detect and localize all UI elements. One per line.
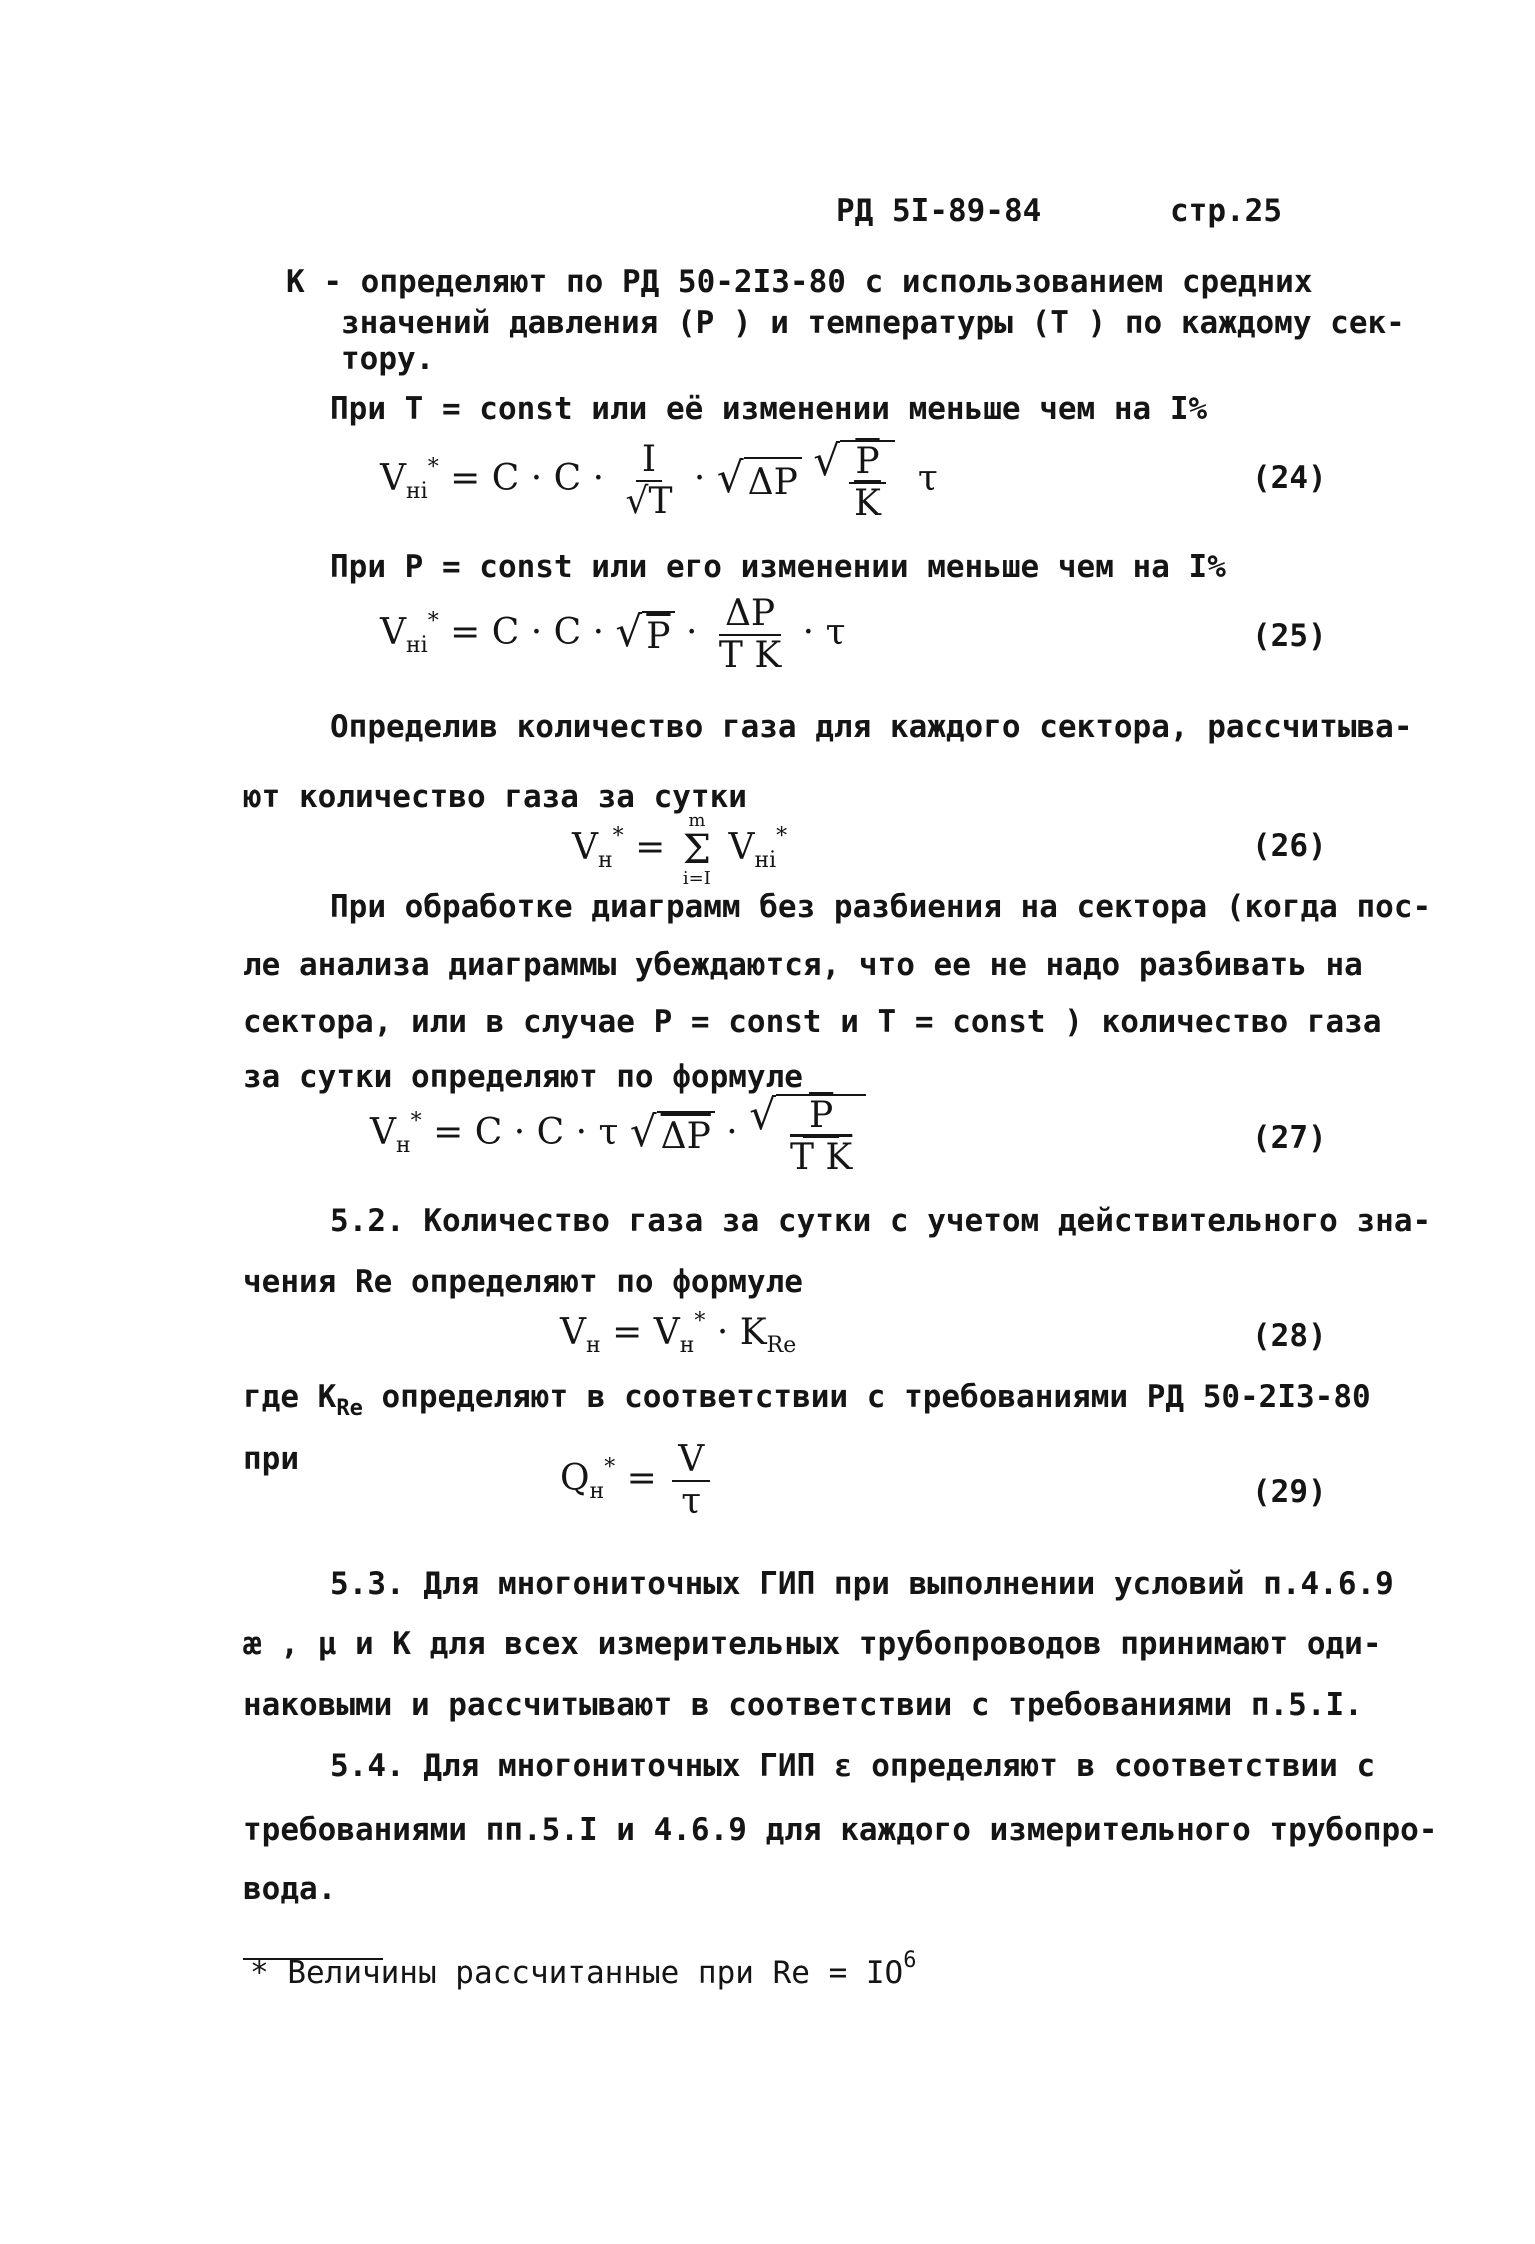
eq28-k-subscript: Re [766,1333,797,1358]
where-kre-rest: определяют в соответствии с требованиями РД 50-2I3-80 [362,1379,1371,1415]
pri-label: при [243,1441,299,1477]
section-5-3-line3: наковыми и рассчитывают в соответствии с требованиями п.5.I. [243,1687,1363,1723]
eq27-numerator: P [803,1098,839,1138]
eq28-rhs: V [653,1312,680,1353]
equation-29: $Q_н^*$ = $\frac{V}{\tau}$ [560,1442,714,1520]
ki-definition-line3: тору. [341,341,435,377]
eq26-sum-term: V [728,827,755,868]
eq25-numerator: ΔP [719,596,781,636]
footnote-exponent: 6 [903,1948,917,1973]
paragraph-diagram-line4: за сутки определяют по формуле [243,1059,803,1095]
paragraph-sector-line2: ют количество газа за сутки [243,779,747,815]
eq28-k: K [739,1312,767,1353]
paragraph-diagram-line3: сектора, или в случае P = const и T = const ) количество газа [243,1004,1382,1040]
eq29-numerator: V [672,1442,710,1482]
paragraph-sector-line1: Определив количество газа для каждого сектора, рассчитыва- [330,709,1413,745]
document-number: РД 5I-89-84 [836,193,1042,229]
eq24-root1: ΔP [744,457,802,505]
equation-27: $V_н^* = C \cdot C \cdot \tau$ √ ΔP · √ $\frac{P}{\text{T K}}$ [370,1094,866,1176]
eq25-lhs: V [380,612,406,653]
where-kre-subscript: Re [336,1396,363,1421]
equation-28: $V_н = V_н^* \cdot K_{Re}$ [560,1309,797,1358]
eq25-tau: τ [825,612,846,653]
page-number: стр.25 [1170,193,1282,229]
equation-25-label: (25) [1252,618,1327,654]
section-5-4-line2: требованиями пп.5.I и 4.6.9 для каждого измерительного трубопро- [243,1812,1438,1848]
eq25-denominator: T K [718,635,782,676]
eq29-denominator: τ [681,1481,702,1522]
eq26-lhs: V [572,827,598,868]
equation-24: $V_{нi}^* = C \cdot C$ · $\frac{I}{√T}$ · √ ΔP √ $\frac{P}{K}$ τ [380,436,938,524]
equation-25: $V_{нi}^* = C \cdot C$ · √ P · $\frac{\Delta P}{\text{T K}}$ · τ [380,593,846,676]
eq26-upper-limit: m [688,810,706,831]
footnote [250,1942,916,1992]
eq24-root2-den: K [854,483,881,524]
section-5-2-line2: чения Re определяют по формуле [243,1264,803,1300]
eq25-coefficients: C · C · [491,612,605,653]
equation-27-label: (27) [1252,1120,1327,1156]
equation-29-label: (29) [1252,1474,1327,1510]
condition-p-const: При P = const или его изменении меньше чем на I% [330,549,1226,585]
eq29-lhs: Q [560,1458,590,1499]
section-5-2-line1: 5.2. Количество газа за сутки с учетом действительного зна- [330,1203,1432,1239]
equation-26-label: (26) [1252,828,1327,864]
eq26-lower-limit: i=I [682,868,711,889]
eq24-coefficients: C · C · [491,458,605,499]
eq24-tau: τ [917,458,938,499]
eq28-lhs: V [560,1312,586,1353]
section-5-3-line1: 5.3. Для многониточных ГИП при выполнении условий п.4.6.9 [330,1566,1394,1602]
eq27-root1: ΔP [657,1111,715,1159]
section-5-3-line2: æ , μ и К для всех измерительных трубопроводов принимают оди- [243,1626,1382,1662]
eq27-denominator: T K [789,1137,853,1178]
eq24-numerator: I [636,442,662,482]
section-5-4-line1: 5.4. Для многониточных ГИП ε определяют в соответствии с [330,1748,1376,1784]
equation-28-label: (28) [1252,1318,1327,1354]
where-kre-prefix: где K [243,1379,337,1415]
where-kre-line [243,1378,1371,1428]
ki-definition-line2: значений давления (P ) и температуры (T ) по каждому сек- [341,305,1405,341]
condition-t-const: При T = const или её изменении меньше чем на I% [330,391,1208,427]
eq24-root2-num: P [849,444,885,484]
footnote-text: * Величины рассчитанные при Re = IO [250,1955,904,1991]
eq24-denominator: √T [625,481,673,522]
equation-24-label: (24) [1252,460,1327,496]
eq27-coefficients: C · C · τ [474,1112,619,1153]
eq27-lhs: V [370,1112,396,1153]
paragraph-diagram-line2: ле анализа диаграммы убеждаются, что ее не надо разбивать на [243,947,1363,983]
section-5-4-line3: вода. [243,1871,337,1907]
ki-definition-line1: К - определяют по РД 50-2I3-80 с использованием средних [286,264,1313,300]
equation-26: $V_н^*$ = m Σ i=I $V_{нi}^*$ [572,810,788,889]
paragraph-diagram-line1: При обработке диаграмм без разбиения на сектора (когда пос- [330,889,1432,925]
eq25-root-p: P [642,611,674,659]
eq24-lhs: V [380,458,406,499]
